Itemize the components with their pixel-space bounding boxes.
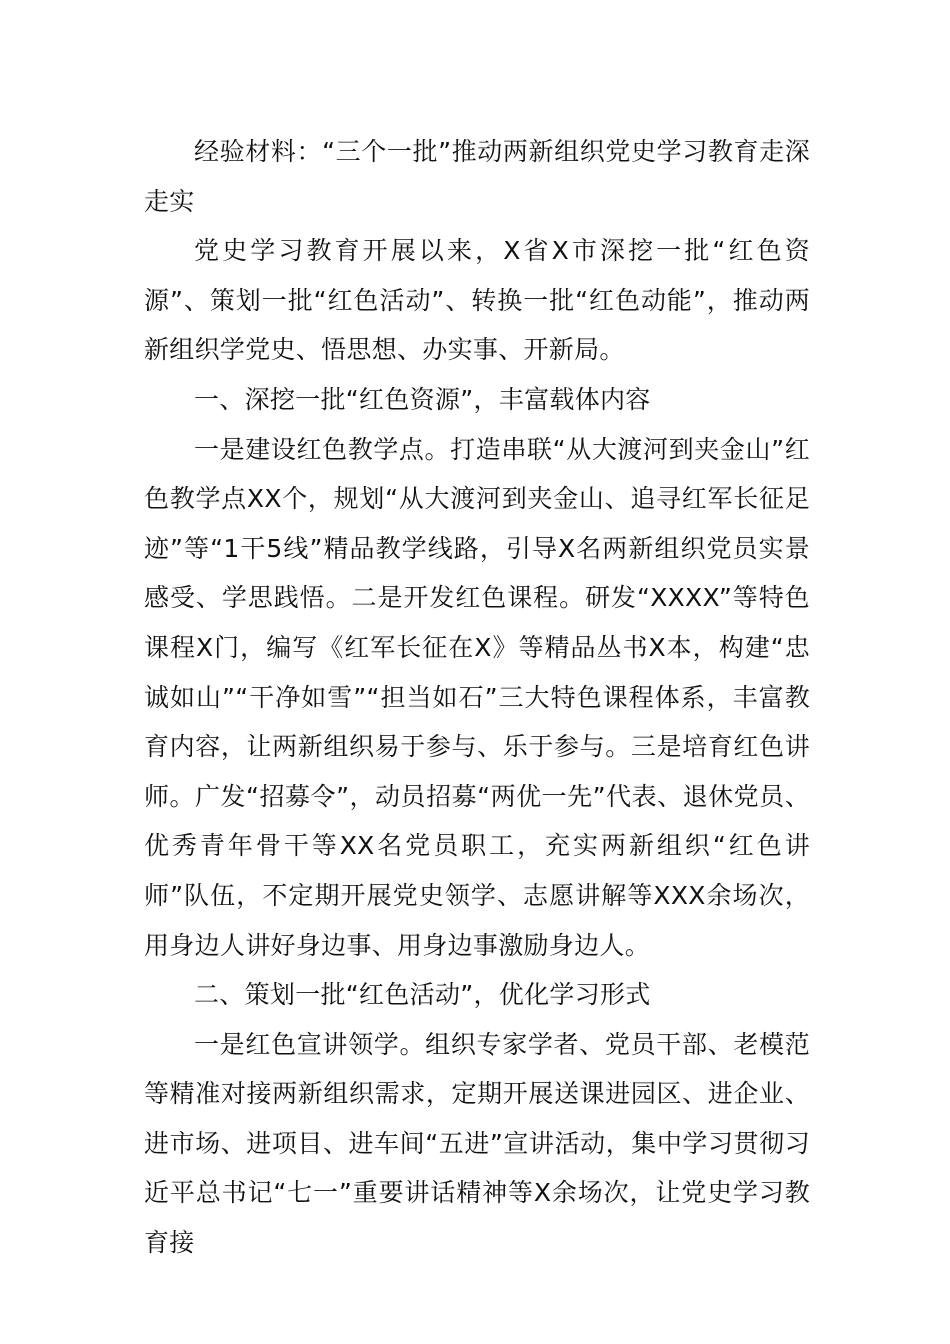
section-heading-1: 一、深挖一批“红色资源”，丰富载体内容 [194,384,651,414]
section-2-paragraph: 一是红色宣讲领学。组织专家学者、党员干部、老模范等精准对接两新组织需求，定期开展送课进园区、进企业、进市场、进项目、进车间“五进”宣讲活动，集中学习贯彻习近平总书记“七一”重要讲话精神等X余场次，让党史学习教育接 [144,1029,810,1258]
document-body [144,127,810,1268]
section-heading-2: 二、策划一批“红色活动”，优化学习形式 [194,980,651,1010]
document-title: 经验材料：“三个一批”推动两新组织党史学习教育走深走实 [144,137,810,216]
intro-paragraph: 党史学习教育开展以来，X省X市深挖一批“红色资源”、策划一批“红色活动”、转换一批“红色动能”，推动两新组织学党史、悟思想、办实事、开新局。 [144,236,810,365]
section-1-paragraph: 一是建设红色教学点。打造串联“从大渡河到夹金山”红色教学点XX个，规划“从大渡河到夹金山、追寻红军长征足迹”等“1干5线”精品教学线路，引导X名两新组织党员实景感受、学思践悟。二是开发红色课程。研发“XXXX”等特色课程X门，编写《红军长征在X》等精品丛书X本，构建“忠诚如山”“干净如雪”“担当如石”三大特色课程体系，丰富教育内容，让两新组织易于参与、乐于参与。三是培育红色讲师。广发“招募令”，动员招募“两优一先”代表、退休党员、优秀青年骨干等XX名党员职工，充实两新组织“红色讲师”队伍，不定期开展党史领学、志愿讲解等XXX余场次，用身边人讲好身边事、用身边事激励身边人。 [144,434,810,960]
